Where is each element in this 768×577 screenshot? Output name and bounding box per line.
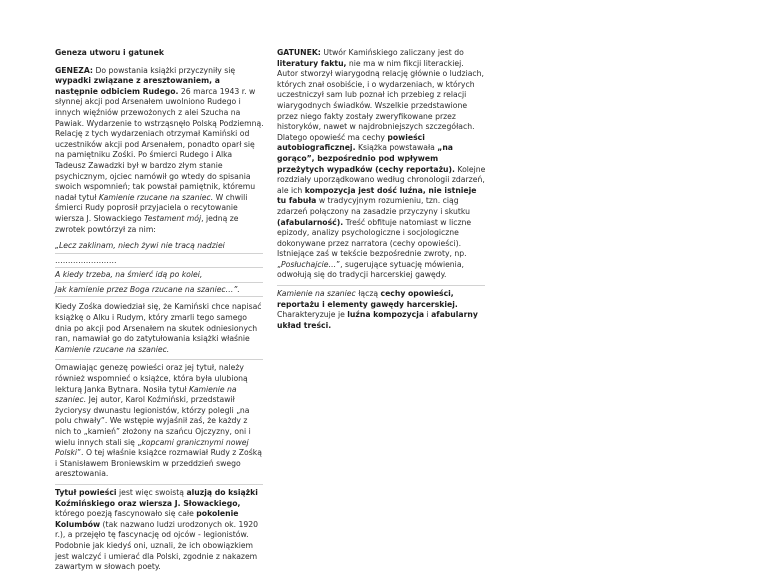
gatunek-paragraph: GATUNEK: Utwór Kamińskiego zaliczany jest do literatury faktu, nie ma w nim fikcji literackiej. Autor stworzył wiarygodną relację głównie o ludziach, których znał osobiście, i o wydarzeniach, w których uczestniczył sam lub poznał ich przebieg z relacji wiarygodnych świadków. Wszelkie przedstawione przez niego fakty zostały zweryfikowane przez historyków, nawet w najdrobniejszych szczegółach. Dlatego opowieść ma cechy powieści autobiograficznej. Książka powstawała „na gorąco”, bezpośrednio pod wpływem przeżytych wypadków (cechy reportażu). Kolejne rozdziały uporządkowano według chronologii zdarzeń, ale ich kompozycja jest dość luźna, nie istnieje tu fabuła w tradycyjnym rozumieniu, tzn. ciąg zdarzeń połączony na zasadzie przyczyny i skutku (afabularność). Treść obfituje natomiast w liczne epizody, analizy psychologiczne i socjologiczne dokonywane przez narratora (cechy opowieści). Istniejące zaś w tekście bezpośrednie zwroty, np. „Posłuchajcie…”, sugerujące sytuację mówienia, odwołują się do tradycji harcerskiej gawędy.	[277, 48, 486, 280]
title-meaning-paragraph: Tytuł powieści jest więc swoistą aluzją do książki Koźmińskiego oraz wiersza J. Słowackiego, którego poezją fascynowało się całe pokolenie Kolumbów (tak nazwano ludzi urodzonych ok. 1920 r.), a przejęło tę fascynację od ojców - legionistów. Podobnie jak kiedyś oni, uznali, że ich obowiązkiem jest walczyć i umierać dla Polski, zgodnie z nakazem zawartym w słowach poety.	[55, 487, 259, 572]
summary-paragraph: Kamienie na szaniec łączą cechy opowieści, reportażu i elementy gawędy harcerskiej. Charakteryzuje je luźna kompozycja i afabularny układ treści.	[277, 289, 478, 330]
paragraph-divider	[55, 359, 263, 360]
kozminski-paragraph: Omawiając genezę powieści oraz jej tytuł, należy również wspomnieć o książce, która była ulubioną lekturą Janka Bytnara. Nosiła tytuł Kamienie na szaniec. Jej autor, Karol Koźmiński, przedstawił życiorysy dwunastu legionistów, którzy polegli „na polu chwały”. We wstępie wyjaśnił zaś, że każdy z nich to „kamień” złożony na szańcu Ojczyzny, oni i wielu innych stali się „kopcami granicznymi nowej Polski”. O tej właśnie książce rozmawiał Rudy z Zośką i Stanisławem Broniewskim w przeddzień swego aresztowania.	[55, 363, 262, 479]
right-column	[277, 48, 487, 335]
geneza-label: GENEZA:	[55, 65, 93, 75]
quote-line: A kiedy trzeba, na śmierć idą po kolei,	[55, 270, 203, 280]
title-origin-paragraph: Kiedy Zośka dowiedział się, że Kamiński chce napisać książkę o Alku i Rudym, który zmarli tego samego dnia po akcji pod Arsenałem na skutek odniesionych ran, namawiał go do zatytułowania książki właśnie Kamienie rzucane na szaniec.	[55, 302, 262, 354]
section-heading: Geneza utworu i gatunek	[55, 48, 164, 57]
quote-line: ……………………	[55, 255, 117, 265]
gatunek-label: GATUNEK:	[277, 48, 321, 57]
geneza-paragraph: GENEZA: Do powstania książki przyczyniły się wypadki związane z aresztowaniem, a następnie odbiciem Rudego. 26 marca 1943 r. w słynnej akcji pod Arsenałem uwolniono Rudego i innych więźniów przewożonych z alei Szucha na Pawiak. Wydarzenie to wstrząsnęło Polską Podziemną. Relację z tych wydarzeniach otrzymał Kamiński od uczestników akcji pod Arsenałem, ponadto oparł się na pamiętniku Zośki. Po śmierci Rudego i Alka Tadeusz Zawadzki był w bardzo złym stanie psychicznym, ojciec namówił go wtedy do spisania swoich wspomnień; tak powstał pamiętnik, któremu nadał tytuł Kamienie rzucane na szaniec. W chwili śmierci Rudy poprosił przyjaciela o recytowanie wiersza J. Słowackiego Testament mój, jedną ze zwrotek powtórzył za nim:	[55, 65, 264, 234]
left-column	[55, 48, 265, 577]
quote-divider	[55, 296, 263, 297]
poem-quote	[55, 239, 265, 297]
quote-line: Jak kamienie przez Boga rzucane na szaniec…”.	[55, 284, 240, 294]
paragraph-divider	[55, 484, 263, 485]
paragraph-divider	[277, 285, 485, 286]
quote-line: „Lecz zaklinam, niech żywi nie tracą nadziei	[55, 241, 225, 251]
